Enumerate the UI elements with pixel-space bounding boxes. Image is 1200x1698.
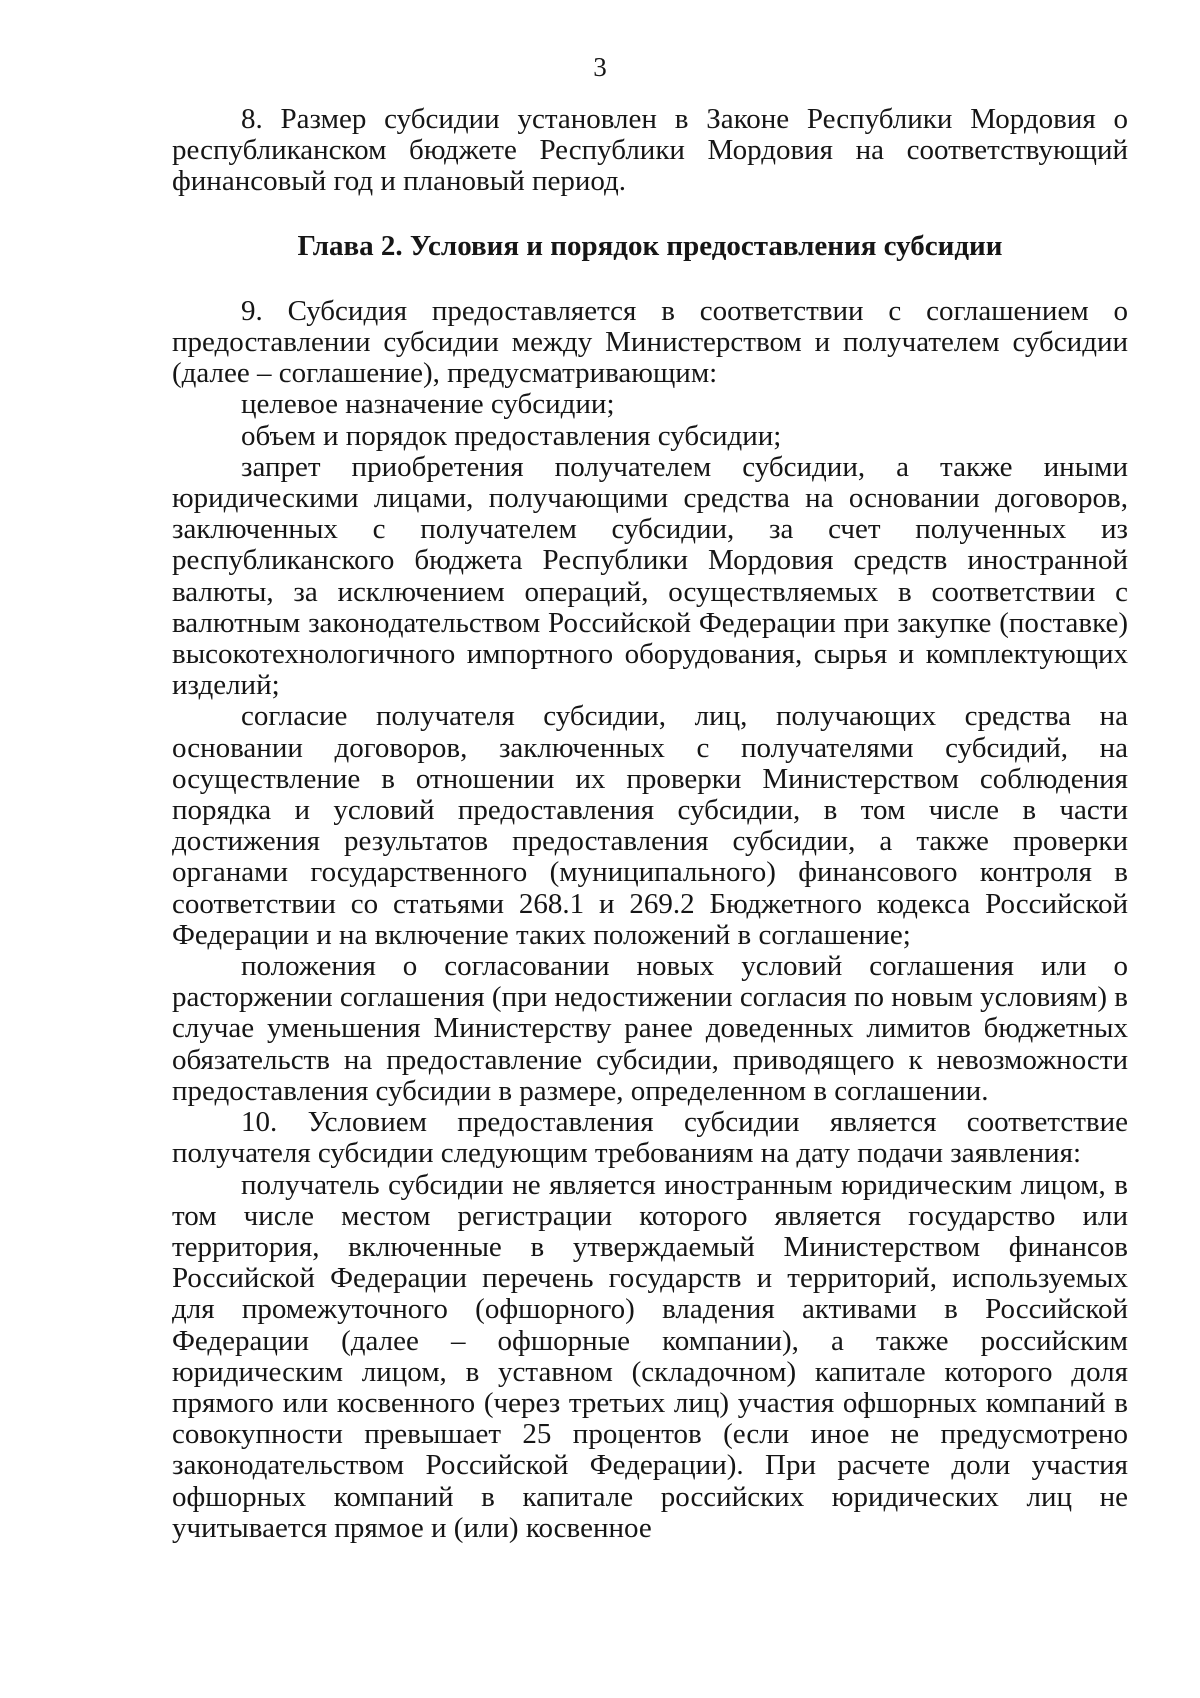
page-number: 3 bbox=[593, 52, 607, 82]
paragraph-9-item-consent: согласие получателя субсидии, лиц, получающих средства на основании договоров, заключенных с получателями субсидий, на осуществление в отношении их проверки Министерством соблюдения порядка и условий предоставления субсидии, в том числе в части достижения результатов предоставления субсидии, а также проверки органами государственного (муниципального) финансового контроля в соответствии со статьями 268.1 и 269.2 Бюджетного кодекса Российской Федерации и на включение таких положений в соглашение; bbox=[172, 700, 1128, 951]
paragraph-9-item-currency-ban: запрет приобретения получателем субсидии, а также иными юридическими лицами, получающими средства на основании договоров, заключенных с получателем субсидии, за счет полученных из республиканского бюджета Республики Мордовия средств иностранной валюты, за исключением операций, осуществляемых в соответствии с валютным законодательством Российской Федерации при закупке (поставке) высокотехнологичного импортного оборудования, сырья и комплектующих изделий; bbox=[172, 450, 1128, 702]
chapter-title: Глава 2. Условия и порядок предоставления субсидии bbox=[297, 229, 1003, 262]
paragraph-9-item-volume: объем и порядок предоставления субсидии; bbox=[241, 419, 782, 452]
paragraph-10-item-offshore: получатель субсидии не является иностранным юридическим лицом, в том числе местом регистрации которого является государство или территория, включенные в утверждаемый Министерством финансов Российской Федерации перечень государств и территорий, используемых для промежуточного (офшорного) владения активами в Российской Федерации (далее – офшорные компании), а также российским юридическим лицом, в уставном (складочном) капитале которого доля прямого или косвенного (через третьих лиц) участия офшорных компаний в совокупности превышает 25 процентов (если иное не предусмотрено законодательством Российской Федерации). При расчете доли участия офшорных компаний в капитале российских юридических лиц не учитывается прямое и (или) косвенное bbox=[172, 1168, 1128, 1544]
paragraph-9-item-new-terms: положения о согласовании новых условий соглашения или о расторжении соглашения (при недостижении согласия по новым условиям) в случае уменьшения Министерству ранее доведенных лимитов бюджетных обязательств на предоставление субсидии, приводящего к невозможности предоставления субсидии в размере, определенном в соглашении. bbox=[172, 950, 1128, 1107]
paragraph-9-item-purpose: целевое назначение субсидии; bbox=[241, 388, 615, 421]
paragraph-10: 10. Условием предоставления субсидии является соответствие получателя субсидии следующим требованиям на дату подачи заявления: bbox=[172, 1106, 1128, 1170]
paragraph-8: 8. Размер субсидии установлен в Законе Республики Мордовия о республиканском бюджете Республики Мордовия на соответствующий финансовый год и плановый период. bbox=[172, 103, 1128, 198]
paragraph-9: 9. Субсидия предоставляется в соответствии с соглашением о предоставлении субсидии между Министерством и получателем субсидии (далее – соглашение), предусматривающим: bbox=[172, 294, 1128, 390]
document-body bbox=[172, 104, 1128, 1544]
